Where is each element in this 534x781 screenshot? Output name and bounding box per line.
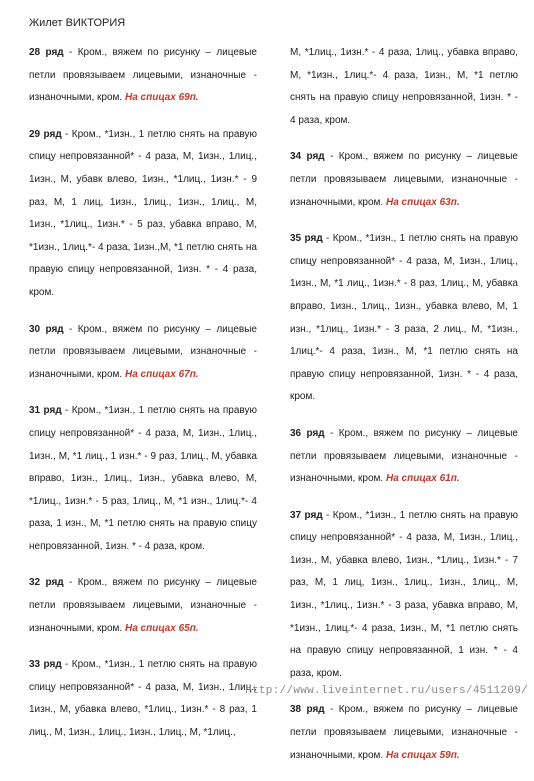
left-column <box>29 42 257 759</box>
stitch-count: На спицах 61п. <box>386 473 460 485</box>
stitch-count: На спицах 63п. <box>386 196 460 208</box>
row-text: - Кром., *1изн., 1 петлю снять на правую спицу непровязанной* - 4 раза, М, 1изн., 1лиц., 1изн., М, убавк влево, 1изн., *1лиц., 1изн.* - 9 раз, М, 1 лиц, 1изн., 1лиц., 1изн., 1лиц., М, 1изн., *1лиц., 1изн.* - 5 раз, убавка вправо, М, *1изн., 1лиц.*- 4 раза, 1изн.,М, *1 петлю снять на правую спицу непровязанной, 1изн. * - 4 раза, кром. <box>29 128 258 298</box>
row-29 <box>29 124 257 305</box>
row-33-continued <box>290 42 518 132</box>
stitch-count: На спицах 67п. <box>125 368 199 380</box>
stitch-count: На спицах 59п. <box>386 749 460 761</box>
row-text: - Кром., вяжем по рисунку – лицевые петли провязываем лицевыми, изнаночные - изнаночными, кром. <box>29 47 257 104</box>
row-number: 29 ряд <box>29 128 62 140</box>
row-text: - Кром., вяжем по рисунку – лицевые петли провязываем лицевыми, изнаночные - изнаночными, кром. <box>290 704 518 761</box>
row-number: 33 ряд <box>29 659 62 671</box>
document-header: Жилет ВИКТОРИЯ <box>29 17 126 29</box>
row-number: 35 ряд <box>290 233 323 245</box>
row-text: М, *1лиц., 1изн.* - 4 раза, 1лиц., убавка вправо, М, *1изн., 1лиц.*- 4 раза, 1изн., М, *1 петлю снять на правую спицу непровязанной, 1изн. * - 4 раза, кром. <box>290 47 518 126</box>
row-34 <box>290 146 518 214</box>
row-38 <box>290 699 518 767</box>
row-number: 28 ряд <box>29 47 64 58</box>
row-number: 38 ряд <box>290 704 325 716</box>
right-column <box>290 42 518 781</box>
source-watermark[interactable]: http://www.liveinternet.ru/users/4511209/ <box>245 685 528 697</box>
row-28 <box>29 42 257 110</box>
row-number: 30 ряд <box>29 323 64 335</box>
row-text: - Кром., *1изн., 1 петлю снять на правую спицу непровязанной* - 4 раза, М, 1изн., 1лиц., 1изн., М, *1 лиц., 1 изн.* - 9 раз, 1лиц., М, убавка вправо, 1изн., 1лиц., 1изн., убавка влево, М, *1лиц., 1изн.* - 5 раз, 1лиц., М, *1 изн., 1лиц.*- 4 раза, 1 изн., М, *1 петлю снять на правую спицу непровязанной, 1изн. * - 4 раза, кром. <box>29 405 258 552</box>
row-text: - Кром., *1изн., 1 петлю снять на правую спицу непровязанной* - 4 раза, М, 1изн., 1лиц., 1изн., М, *1 лиц., 1изн.* - 8 раз, 1лиц., М, убавка вправо, 1изн., 1лиц., 1изн., убавка влево, М, 1 изн., *1лиц., 1изн.* - 3 раза, 2 лиц., М, *1изн., 1лиц.*- 4 раза, 1изн., М, *1 петлю снять на правую спицу непровязанной, 1изн. * - 4 раза, кром. <box>290 233 519 403</box>
row-33 <box>29 654 257 744</box>
row-30 <box>29 319 257 387</box>
row-text: - Кром., *1изн., 1 петлю снять на правую спицу непровязанной* - 4 раза, М, 1изн., 1лиц., 1изн., М, убавка влево, 1изн., *1лиц., 1изн.* - 7 раз, М, 1 лиц, 1изн., 1лиц., 1изн., 1лиц., М, 1изн., *1лиц., 1изн.* - 3 раза, убавка вправо, М, *1изн., 1лиц.*- 4 раза, 1изн., М, *1 петлю снять на правую спицу непровязанной, 1 изн. * - 4 раза, кром. <box>290 509 519 679</box>
row-31 <box>29 400 257 558</box>
stitch-count: На спицах 65п. <box>125 622 199 634</box>
row-text: - Кром., вяжем по рисунку – лицевые петли провязываем лицевыми, изнаночные - изнаночными, кром. <box>29 323 257 380</box>
row-text: - Кром., вяжем по рисунку – лицевые петли провязываем лицевыми, изнаночные - изнаночными, кром. <box>290 427 518 485</box>
row-number: 37 ряд <box>290 509 323 521</box>
row-text: - Кром., вяжем по рисунку – лицевые петли провязываем лицевыми, изнаночные - изнаночными, кром. <box>290 151 518 208</box>
row-number: 32 ряд <box>29 577 64 589</box>
row-32 <box>29 572 257 640</box>
row-number: 36 ряд <box>290 427 325 439</box>
row-text: - Кром., *1изн., 1 петлю снять на правую спицу непровязанной* - 4 раза, М, 1изн., 1лиц., 1изн., М, убавка влево, *1лиц., 1изн.* - 8 раз, 1 лиц., М, 1изн., 1лиц., 1изн., 1лиц., М, *1лиц., <box>29 659 258 739</box>
row-number: 31 ряд <box>29 405 62 417</box>
row-number: 34 ряд <box>290 151 325 163</box>
stitch-count: На спицах 69п. <box>125 92 199 104</box>
row-37 <box>290 505 518 686</box>
row-35 <box>290 228 518 409</box>
row-text: - Кром., вяжем по рисунку – лицевые петли провязываем лицевыми, изнаночные - изнаночными, кром. <box>29 577 257 634</box>
row-36 <box>290 423 518 491</box>
